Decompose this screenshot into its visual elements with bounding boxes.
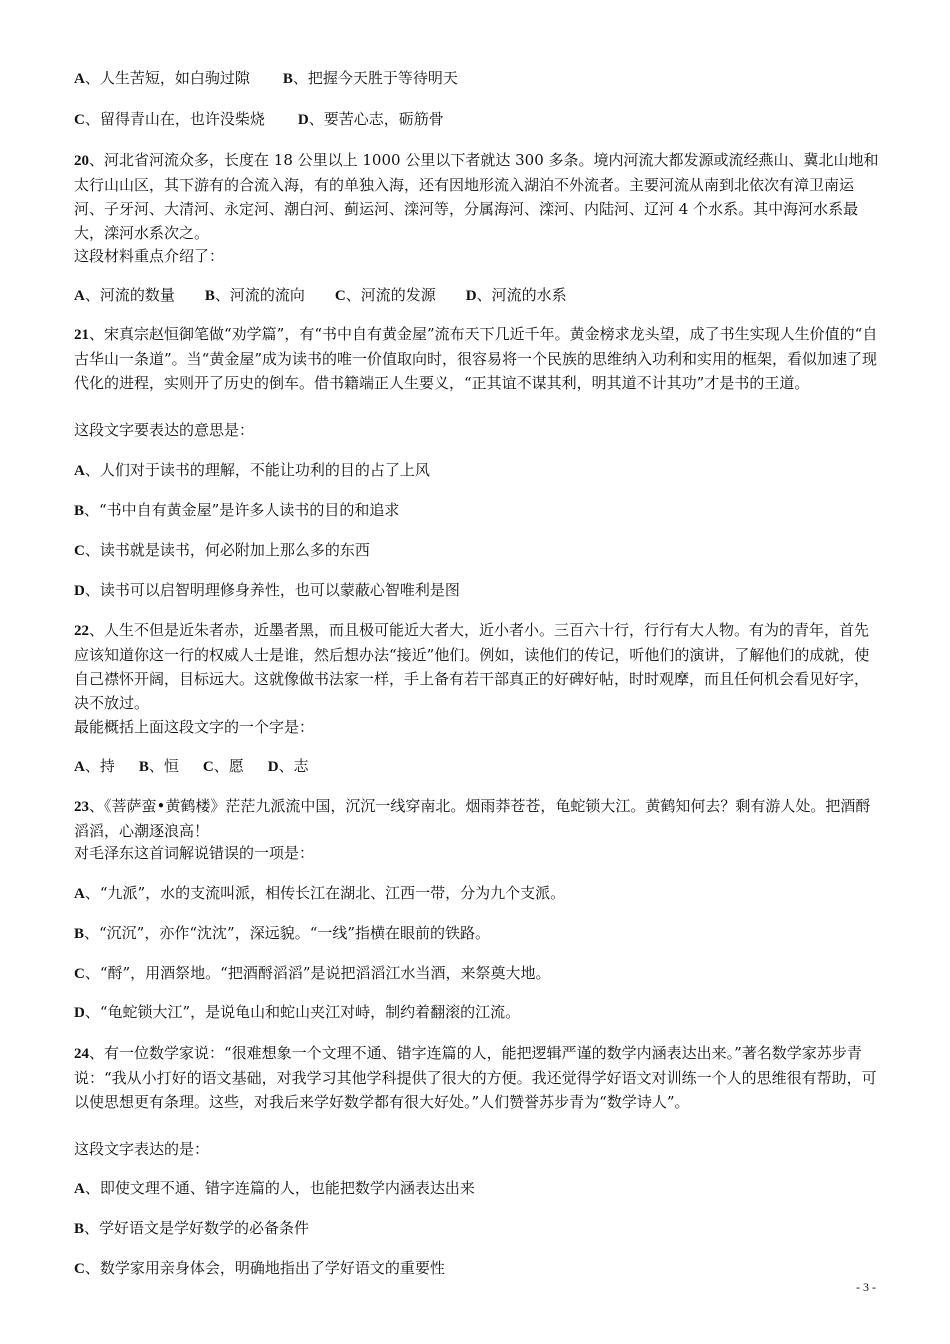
q20-prompt: 这段材料重点介绍了： [74, 247, 225, 265]
q22-option-a: A、持 [74, 757, 115, 775]
q24-prompt: 这段文字表达的是： [74, 1140, 210, 1158]
q21-option-a: A、人们对于读书的理解，不能让功利的目的占了上风 [74, 461, 430, 479]
q20-option-a: A、河流的数量 [74, 286, 175, 304]
q22-prompt: 最能概括上面这段文字的一个字是： [74, 718, 315, 736]
q19-option-d: D、要苦心志，砺筋骨 [297, 110, 444, 128]
q23-option-c: C、“酹”，用酒祭地。“把酒酹滔滔”是说把滔滔江水当酒，来祭奠大地。 [74, 964, 551, 982]
q19-options-row-1 [74, 67, 458, 90]
q22-passage: 22、人生不但是近朱者赤，近墨者黑，而且极可能近大者大，近小者小。三百六十行，行行有大人物。有为的青年，首先应该知道你这一行的权威人士是谁，然后想办法“接近”他们。例如，读他们的传记，听他们的演讲，了解他们的成就，使自己襟怀开阔，目标远大。这就像做书法家一样，手上备有若干部真正的好碑好帖，时时观摩，而且任何机会看见好字，决不放过。 [74, 621, 870, 712]
q21-passage: 21、宋真宗赵恒御笔做“劝学篇”，有“书中自有黄金屋”流布天下几近千年。黄金榜求龙头望，成了书生实现人生价值的“自古华山一条道”。当“黄金屋”成为读书的唯一价值取向时，很容易将一个民族的思维纳入功利和实用的框架，看似加速了现代化的进程，实则开了历史的倒车。借书籍端正人生要义，“正其谊不谋其利，明其道不计其功”才是书的王道。 [74, 325, 878, 392]
q24-option-c: C、数学家用亲身体会，明确地指出了学好语文的重要性 [74, 1259, 445, 1277]
q19-option-a: A、人生苦短，如白驹过隙 [74, 69, 250, 87]
q21-option-b: B、“书中自有黄金屋”是许多人读书的目的和追求 [74, 501, 400, 519]
q20-options [74, 284, 567, 307]
q24-passage: 24、有一位数学家说：“很难想象一个文理不通、错字连篇的人，能把逻辑严谨的数学内涵表达出来。”著名数学家苏步青说：“我从小打好的语文基础，对我学习其他学科提供了很大的方便。我还觉得学好语文对训练一个人的思维很有帮助，可以使思想更有条理。这些，对我后来学好数学都有很大好处。”人们赞誉苏步青为“数学诗人”。 [74, 1044, 877, 1111]
q20-passage: 20、河北省河流众多，长度在 18 公里以上 1000 公里以下者就达 300 多条。境内河流大都发源或流经燕山、冀北山地和太行山山区，其下游有的合流入海，有的单独入海，还有因地形流入湖泊不外流者。主要河流从南到北依次有漳卫南运河、子牙河、大清河、永定河、潮白河、蓟运河、滦河等，分属海河、滦河、内陆河、辽河 4 个水系。其中海河水系最大，滦河水系次之。 [74, 151, 879, 242]
q23-passage: 23、《菩萨蛮•黄鹤楼》茫茫九派流中国，沉沉一线穿南北。烟雨莽苍苍，龟蛇锁大江。黄鹤知何去？剩有游人处。把酒酹滔滔，心潮逐浪高！ [74, 797, 871, 840]
q23-option-b: B、“沉沉”，亦作“沈沈”，深远貌。“一线”指横在眼前的铁路。 [74, 924, 491, 942]
q24-option-a: A、即使文理不通、错字连篇的人，也能把数学内涵表达出来 [74, 1179, 475, 1197]
q22-option-b: B、恒 [138, 757, 179, 775]
q19-option-b: B、把握今天胜于等待明天 [282, 69, 458, 87]
q20-option-d: D、河流的水系 [465, 286, 567, 304]
page-number: - 3 - [856, 1280, 876, 1294]
q19-option-c: C、留得青山在，也许没柴烧 [74, 110, 265, 128]
q23-option-d: D、“龟蛇锁大江”，是说龟山和蛇山夹江对峙，制约着翻滚的江流。 [74, 1003, 521, 1021]
q20-option-c: C、河流的发源 [334, 286, 436, 304]
q22-option-c: C、愿 [202, 757, 244, 775]
q23-option-a: A、“九派”，水的支流叫派，相传长江在湖北、江西一带，分为九个支派。 [74, 884, 566, 902]
q20-option-b: B、河流的流向 [204, 286, 305, 304]
q21-option-c: C、读书就是读书，何必附加上那么多的东西 [74, 541, 370, 559]
q21-prompt: 这段文字要表达的意思是： [74, 421, 255, 439]
q22-option-d: D、志 [267, 757, 309, 775]
q21-option-d: D、读书可以启智明理修身养性，也可以蒙蔽心智唯利是图 [74, 581, 460, 599]
q24-option-b: B、学好语文是学好数学的必备条件 [74, 1219, 310, 1237]
q22-options [74, 755, 309, 778]
q23-prompt: 对毛泽东这首词解说错误的一项是： [74, 844, 315, 862]
q19-options-row-2 [74, 108, 444, 131]
